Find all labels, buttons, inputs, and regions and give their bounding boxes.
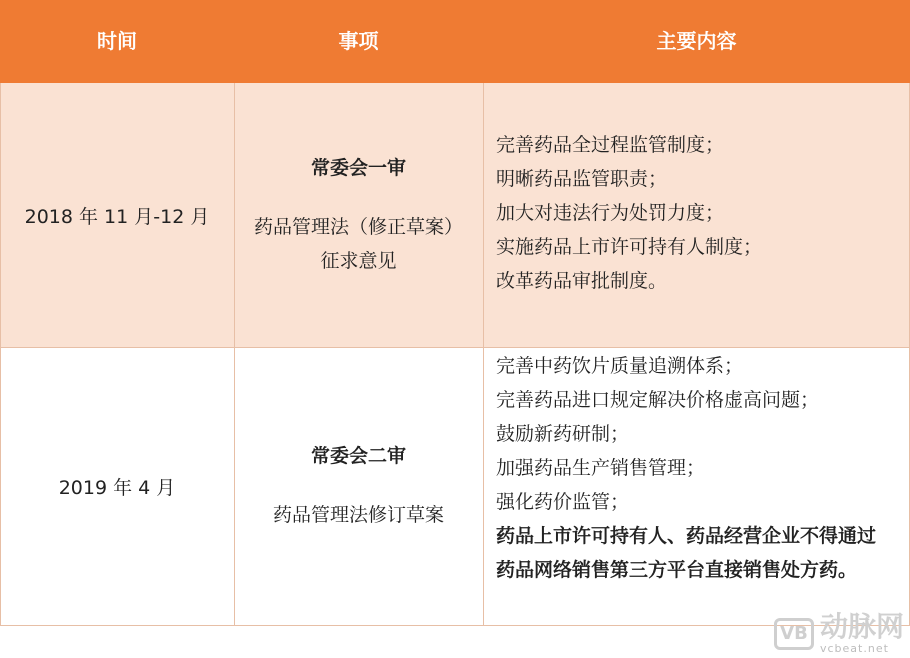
time-text: 2018 年 11 月-12 月 xyxy=(24,205,210,228)
watermark-cn: 动脉网 xyxy=(819,610,904,643)
watermark-logo: VB xyxy=(774,618,814,650)
content-line: 完善药品全过程监管制度； xyxy=(496,134,725,156)
grid-line xyxy=(234,83,235,626)
row-time xyxy=(0,347,234,626)
header-time: 时间 xyxy=(97,29,137,53)
content-line: 加大对违法行为处罚力度； xyxy=(496,202,725,224)
content-line: 完善药品进口规定解决价格虚高问题； xyxy=(496,389,820,411)
grid-line xyxy=(0,83,1,626)
content-line: 鼓励新药研制； xyxy=(496,423,630,445)
content-line: 改革药品审批制度。 xyxy=(496,270,668,292)
watermark xyxy=(774,610,904,655)
content-line: 加强药品生产销售管理； xyxy=(496,457,706,479)
table-header xyxy=(0,0,910,83)
item-title: 常委会一审 xyxy=(310,156,406,179)
header-item: 事项 xyxy=(338,29,379,53)
item-title: 常委会二审 xyxy=(310,445,406,467)
table-row xyxy=(0,83,910,347)
header-content: 主要内容 xyxy=(656,29,737,53)
grid-line xyxy=(0,347,910,348)
table-row xyxy=(0,347,910,626)
row-item xyxy=(234,347,483,626)
content-line: 强化药价监管； xyxy=(496,491,630,513)
item-desc: 药品管理法（修正草案）征求意见 xyxy=(253,215,463,272)
row-content xyxy=(496,128,896,298)
row-item xyxy=(234,83,483,347)
content-line: 实施药品上市许可持有人制度； xyxy=(496,236,763,258)
grid-line xyxy=(483,83,484,626)
content-line: 完善中药饮片质量追溯体系； xyxy=(496,355,744,377)
time-text: 2019 年 4 月 xyxy=(58,477,176,499)
content-line: 明晰药品监管职责； xyxy=(496,168,668,190)
row-content xyxy=(496,349,896,587)
content-highlight: 药品上市许可持有人、药品经营企业不得通过药品网络销售第三方平台直接销售处方药。 xyxy=(496,525,877,581)
watermark-en: vcbeat.net xyxy=(819,642,889,655)
item-desc: 药品管理法修订草案 xyxy=(272,504,444,526)
watermark-text xyxy=(819,610,904,655)
row-time xyxy=(0,83,234,347)
